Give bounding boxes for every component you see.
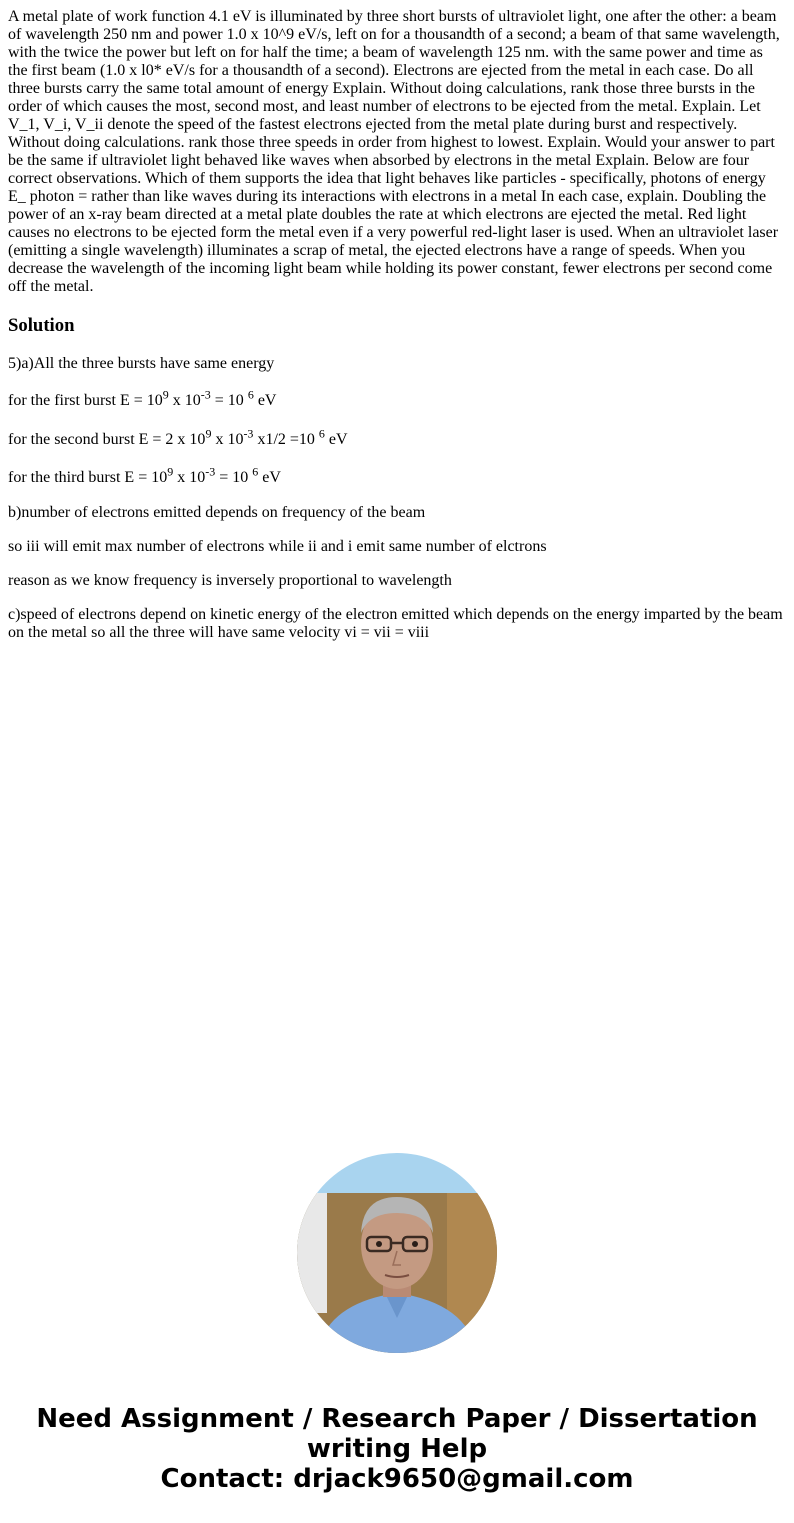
question-text: A metal plate of work function 4.1 eV is illuminated by three short bursts of ultraviolet light, one after the other: a beam of wavelength 250 nm and power 1.0 x 10^9 eV/s, left on for a thousandth of a second; a beam of that same wavelength, with the twice the power but left on for half the time; a beam of wavelength 125 nm. with the same power and time as the first beam (1.0 x l0* eV/s for a thousandth of a second). Electrons are ejected from the metal in each case. Do all three bursts carry the same total amount of energy Explain. Without doing calculations, rank those three bursts in the order of which causes the most, second most, and least number of electrons to be ejected from the metal. Explain. Let V_1, V_i, V_ii denote the speed of the fastest electrons ejected from the metal plate during burst and respectively. Without doing calculations. rank those three speeds in order from highest to lowest. Explain. Would your answer to part be the same if ultraviolet light behaved like waves when absorbed by electrons in the metal Explain. Below are four correct observations. Which of them supports the idea that light behaves like particles - specifically, photons of energy E_ photon = rather than like waves during its interactions with electrons in a metal In each case, explain. Doubling the power of an x-ray beam directed at a metal plate doubles the rate at which electrons are ejected the metal. Red light causes no electrons to be ejected form the metal even if a very powerful red-light laser is used. When an ultraviolet laser (emitting a single wavelength) illuminates a scrap of metal, the ejected electrons have a range of speeds. When you decrease the wavelength of the incoming light beam while holding its power constant, fewer electrons per second come off the metal. <box>8 8 780 295</box>
author-avatar <box>297 1153 497 1353</box>
cta-line-2: writing Help <box>306 1434 488 1464</box>
solution-part-b-line-3: reason as we know frequency is inversely proportional to wavelength <box>8 572 452 589</box>
solution-burst-3: for the third burst $E = 10^9$ x $10^{-3} = 10$ $^6$ eV <box>8 464 281 486</box>
contact-banner <box>0 1404 794 1494</box>
solution-heading: Solution <box>8 315 75 336</box>
solution-part-c: c)speed of electrons depend on kinetic energy of the electron emitted which depends on the energy imparted by the beam on the metal so all the three will have same velocity vi = vii = viii <box>8 606 783 641</box>
author-portrait-image <box>297 1153 497 1353</box>
solution-burst-1: for the first burst $E = 10^9$ x $10^{-3} = 10$ $^6$ eV <box>8 387 277 409</box>
solution-burst-2: for the second burst E = 2 x $10^9$ x $10^{-3}$ x1/2 =10 $^6$ eV <box>8 426 348 448</box>
solution-part-b: b)number of electrons emitted depends on frequency of the beam <box>8 504 426 521</box>
cta-line-1: Need Assignment / Research Paper / Dissertation <box>36 1404 758 1434</box>
cta-contact-line: Contact: drjack9650@gmail.com <box>160 1464 634 1494</box>
solution-part-a: 5)a)All the three bursts have same energy <box>8 355 275 372</box>
solution-part-b-line-2: so iii will emit max number of electrons while ii and i emit same number of elctrons <box>8 538 547 555</box>
